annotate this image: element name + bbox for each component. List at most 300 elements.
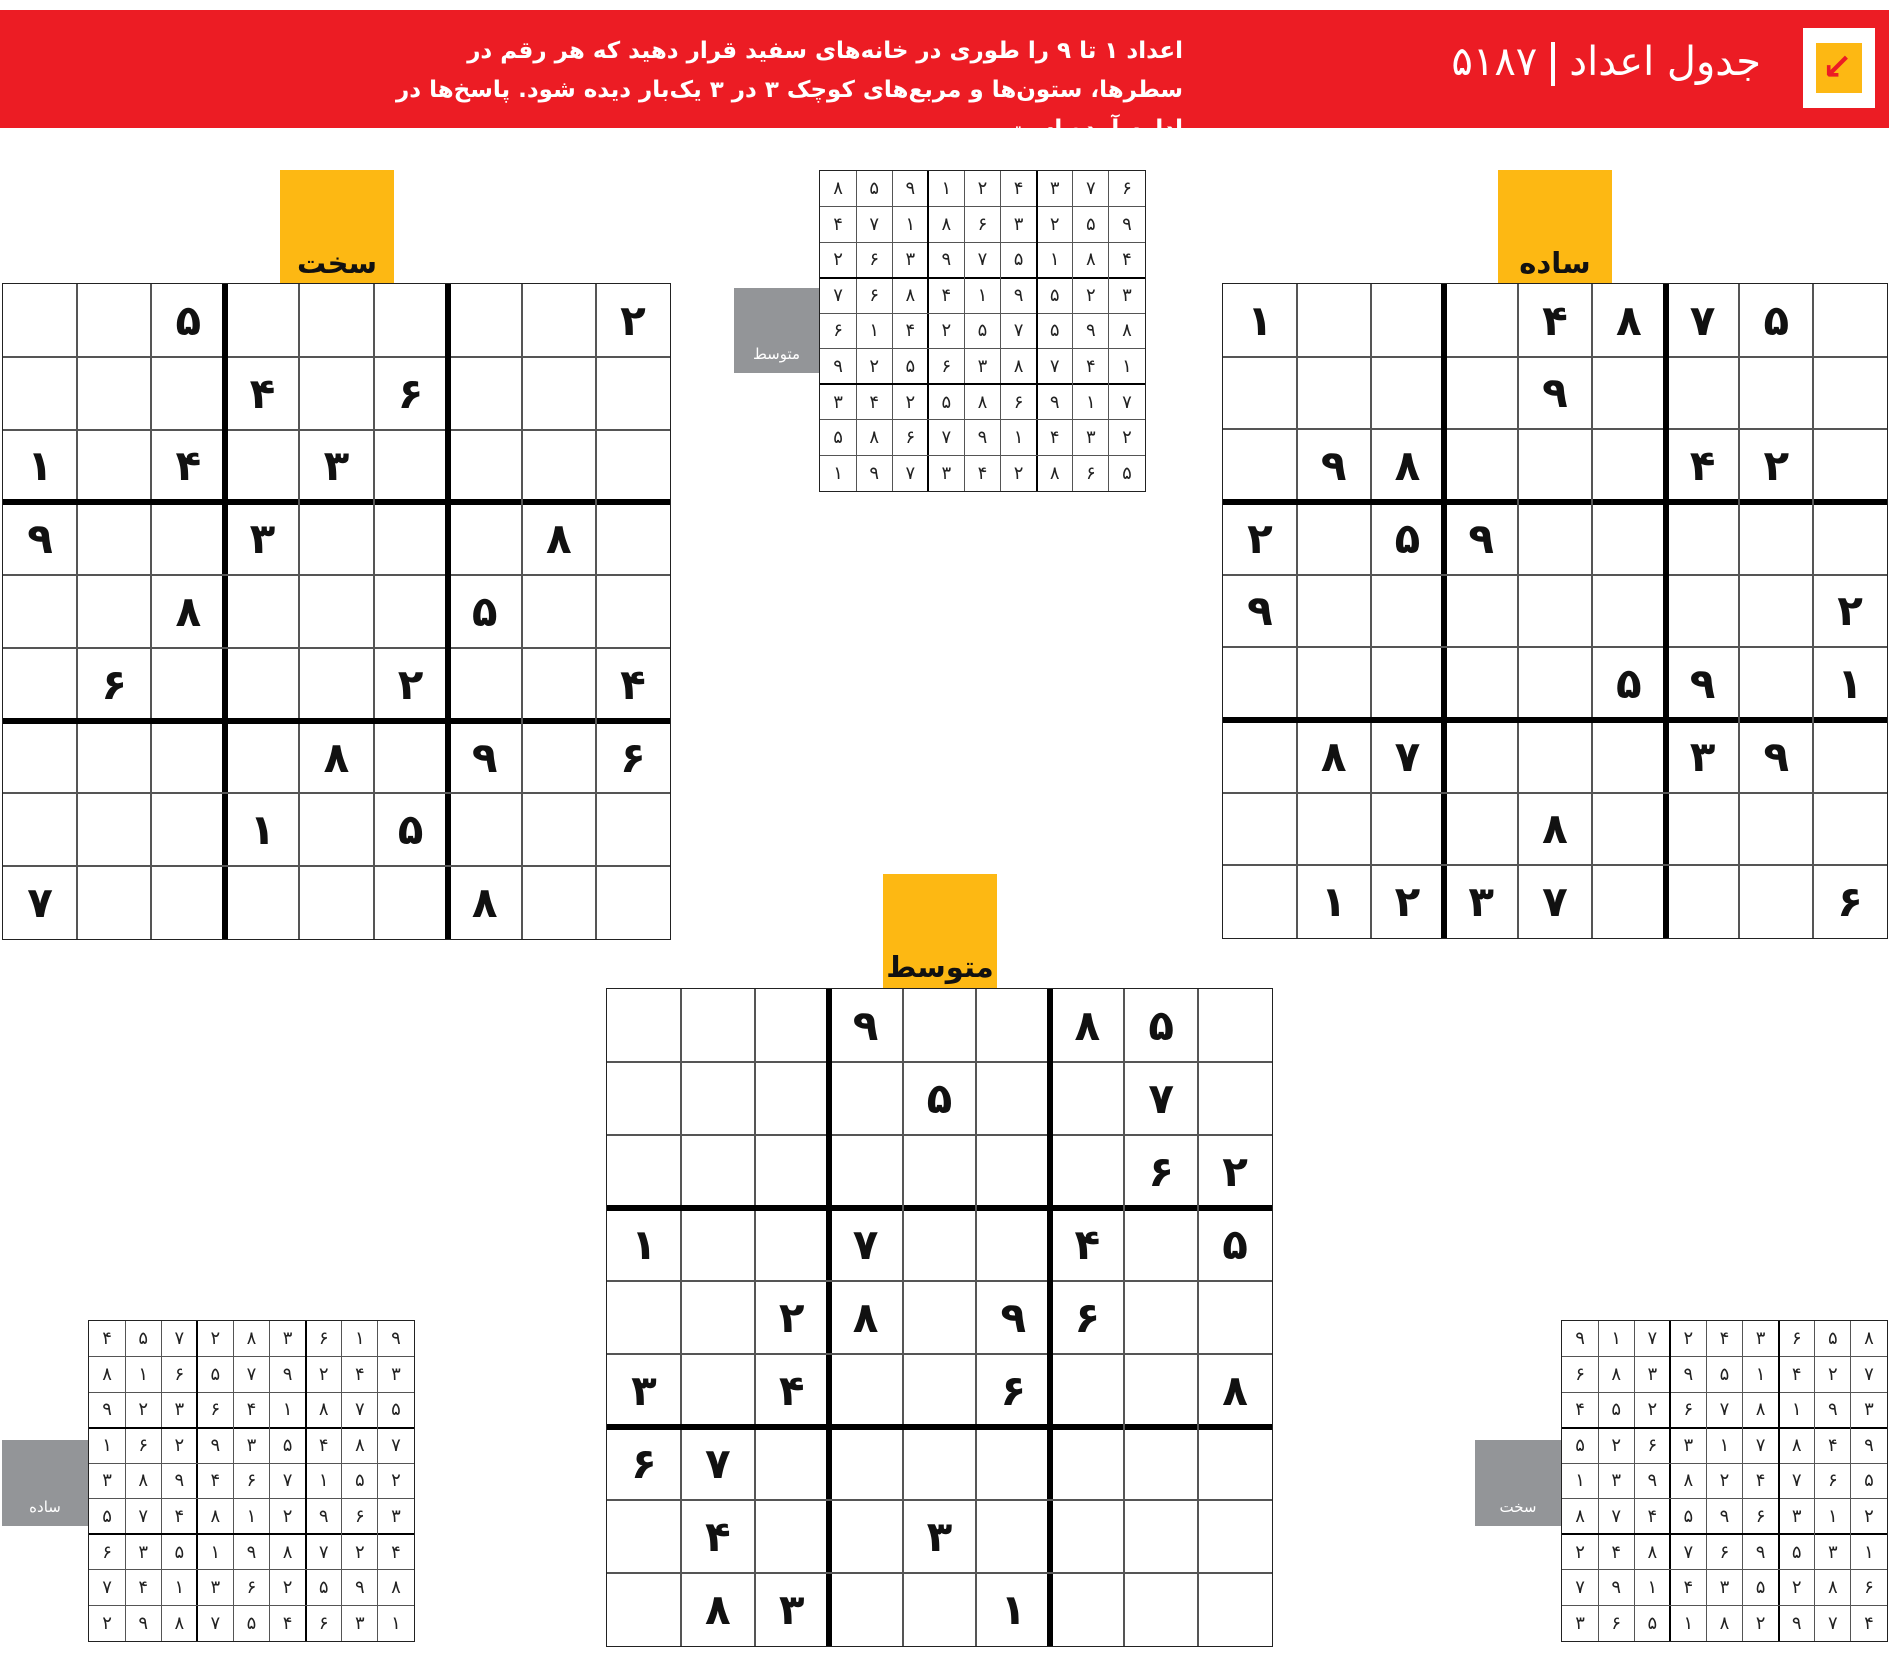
empty-cell[interactable]: [1124, 1281, 1198, 1354]
given-cell: ۹: [27, 514, 53, 564]
empty-cell[interactable]: [596, 357, 670, 430]
empty-cell[interactable]: [77, 357, 151, 430]
empty-cell[interactable]: [448, 357, 522, 430]
empty-cell[interactable]: [607, 1573, 681, 1646]
empty-cell[interactable]: [607, 1500, 681, 1573]
answer-cell: ۲: [1827, 1363, 1838, 1385]
empty-cell[interactable]: [77, 284, 151, 357]
empty-cell[interactable]: [151, 721, 225, 794]
answer-cell: ۷: [354, 1399, 365, 1421]
answer-cell: ۲: [174, 1434, 185, 1456]
empty-cell[interactable]: [522, 284, 596, 357]
empty-cell[interactable]: [374, 430, 448, 503]
empty-cell[interactable]: [596, 793, 670, 866]
empty-cell[interactable]: [374, 721, 448, 794]
empty-cell[interactable]: [1223, 429, 1297, 502]
empty-cell[interactable]: [976, 1062, 1050, 1135]
empty-cell[interactable]: [1050, 1500, 1124, 1573]
answer-cell: ۲: [1683, 1328, 1694, 1350]
empty-cell[interactable]: [1444, 720, 1518, 793]
answer-grid-medium: [819, 170, 1146, 492]
empty-cell[interactable]: [299, 866, 373, 939]
empty-cell[interactable]: [225, 430, 299, 503]
empty-cell[interactable]: [1198, 1500, 1272, 1573]
given-cell: ۶: [1837, 877, 1863, 927]
empty-cell[interactable]: [299, 284, 373, 357]
empty-cell[interactable]: [829, 1135, 903, 1208]
given-cell: ۷: [1689, 295, 1716, 345]
answer-cell: ۲: [1719, 1470, 1730, 1492]
empty-cell[interactable]: [607, 989, 681, 1062]
empty-cell[interactable]: [829, 1062, 903, 1135]
answer-cell: ۸: [282, 1541, 293, 1563]
answer-cell: ۶: [1864, 1577, 1874, 1599]
given-cell: ۹: [1542, 368, 1568, 418]
empty-cell[interactable]: [829, 1500, 903, 1573]
given-cell: ۱: [249, 805, 276, 855]
answer-cell: ۷: [318, 1541, 329, 1563]
empty-cell[interactable]: [1739, 357, 1813, 430]
empty-cell[interactable]: [448, 502, 522, 575]
given-cell: ۱: [27, 441, 53, 491]
empty-cell[interactable]: [522, 648, 596, 721]
empty-cell[interactable]: [755, 1427, 829, 1500]
answer-cell: ۶: [102, 1541, 112, 1563]
empty-cell[interactable]: [1371, 575, 1445, 648]
empty-cell[interactable]: [1813, 357, 1887, 430]
empty-cell[interactable]: [607, 1135, 681, 1208]
empty-cell[interactable]: [596, 866, 670, 939]
answer-cell: ۳: [1719, 1577, 1730, 1599]
empty-cell[interactable]: [1739, 647, 1813, 720]
answer-cell: ۴: [1719, 1328, 1730, 1350]
given-cell: ۲: [778, 1293, 805, 1342]
empty-cell[interactable]: [1739, 865, 1813, 938]
empty-cell[interactable]: [1813, 793, 1887, 866]
empty-cell[interactable]: [151, 502, 225, 575]
empty-cell[interactable]: [1739, 793, 1813, 866]
empty-cell[interactable]: [1666, 575, 1740, 648]
answer-cell: ۹: [1575, 1328, 1585, 1350]
answer-cell: ۳: [1122, 284, 1132, 306]
empty-cell[interactable]: [1592, 502, 1666, 575]
answer-cell: ۹: [1013, 284, 1024, 306]
empty-cell[interactable]: [903, 1354, 977, 1427]
empty-cell[interactable]: [1223, 647, 1297, 720]
answer-cell: ۹: [1122, 213, 1132, 235]
answer-cell: ۱: [1122, 356, 1132, 378]
empty-cell[interactable]: [1297, 793, 1371, 866]
answer-cell: ۸: [210, 1506, 221, 1528]
answer-cell: ۹: [833, 356, 843, 378]
answer-cell: ۳: [210, 1577, 221, 1599]
empty-cell[interactable]: [522, 430, 596, 503]
given-cell: ۴: [704, 1512, 731, 1561]
empty-cell[interactable]: [1518, 575, 1592, 648]
answer-cell: ۱: [174, 1577, 185, 1599]
empty-cell[interactable]: [1592, 429, 1666, 502]
answer-cell: ۲: [977, 178, 988, 200]
empty-cell[interactable]: [607, 1281, 681, 1354]
empty-cell[interactable]: [755, 1135, 829, 1208]
empty-cell[interactable]: [522, 793, 596, 866]
answer-cell: ۹: [246, 1541, 257, 1563]
answer-cell: ۴: [138, 1577, 148, 1599]
empty-cell[interactable]: [1297, 357, 1371, 430]
answer-cell: ۷: [833, 284, 843, 306]
empty-cell[interactable]: [1813, 284, 1887, 357]
answer-cell: ۷: [1013, 320, 1024, 342]
empty-cell[interactable]: [1198, 1427, 1272, 1500]
given-cell: ۵: [175, 295, 202, 345]
empty-cell[interactable]: [1813, 502, 1887, 575]
given-cell: ۸: [704, 1585, 731, 1634]
empty-cell[interactable]: [522, 866, 596, 939]
given-cell: ۸: [175, 586, 202, 636]
empty-cell[interactable]: [596, 575, 670, 648]
answer-cell: ۵: [1719, 1363, 1730, 1385]
empty-cell[interactable]: [1518, 720, 1592, 793]
answer-cell: ۲: [1647, 1399, 1658, 1421]
answer-cell: ۹: [391, 1328, 401, 1350]
answer-cell: ۴: [391, 1541, 401, 1563]
answer-cell: ۷: [391, 1434, 401, 1456]
empty-cell[interactable]: [1444, 647, 1518, 720]
given-cell: ۵: [1148, 1001, 1174, 1050]
empty-cell[interactable]: [151, 866, 225, 939]
empty-cell[interactable]: [1198, 1573, 1272, 1646]
given-cell: ۷: [1148, 1074, 1174, 1123]
sudoku-board-easy: [1222, 283, 1888, 939]
given-cell: ۸: [1320, 731, 1347, 781]
empty-cell[interactable]: [1518, 502, 1592, 575]
answer-cell: ۷: [869, 213, 879, 235]
empty-cell[interactable]: [1297, 284, 1371, 357]
answer-cell: ۹: [1049, 391, 1060, 413]
answer-cell: ۹: [354, 1577, 365, 1599]
instructions-text: اعداد ۱ تا ۹ را طوری در خانه‌های سفید قرار دهید که هر رقم در سطرها، ستون‌ها و مربع‌های کوچک ۳ در ۳ یک‌بار دیده شود. پاسخ‌ها در ادامه آمده است.: [396, 38, 1183, 142]
empty-cell[interactable]: [225, 721, 299, 794]
empty-cell[interactable]: [976, 1427, 1050, 1500]
answer-cell: ۷: [1827, 1612, 1838, 1634]
empty-cell[interactable]: [1198, 1281, 1272, 1354]
answer-cell: ۵: [1611, 1399, 1621, 1421]
empty-cell[interactable]: [1050, 1062, 1124, 1135]
empty-cell[interactable]: [151, 648, 225, 721]
empty-cell[interactable]: [374, 575, 448, 648]
empty-cell[interactable]: [374, 502, 448, 575]
answer-cell: ۹: [174, 1470, 185, 1492]
empty-cell[interactable]: [1124, 1573, 1198, 1646]
answer-cell: ۹: [282, 1363, 293, 1385]
answer-cell: ۵: [138, 1328, 148, 1350]
empty-cell[interactable]: [903, 1573, 977, 1646]
empty-cell[interactable]: [829, 1427, 903, 1500]
empty-cell[interactable]: [448, 430, 522, 503]
empty-cell[interactable]: [151, 793, 225, 866]
empty-cell[interactable]: [3, 357, 77, 430]
empty-cell[interactable]: [1666, 865, 1740, 938]
empty-cell[interactable]: [77, 502, 151, 575]
answer-cell: ۵: [210, 1363, 221, 1385]
answer-cell: ۴: [282, 1612, 293, 1634]
empty-cell[interactable]: [596, 502, 670, 575]
given-cell: ۳: [1468, 877, 1495, 927]
empty-cell[interactable]: [903, 1427, 977, 1500]
answer-cell: ۹: [102, 1399, 112, 1421]
answer-cell: ۴: [318, 1434, 329, 1456]
empty-cell[interactable]: [681, 1208, 755, 1281]
answer-cell: ۴: [102, 1328, 112, 1350]
answer-cell: ۷: [1683, 1541, 1694, 1563]
answer-cell: ۱: [1013, 427, 1024, 449]
answer-cell: ۵: [174, 1541, 185, 1563]
empty-cell[interactable]: [1050, 1573, 1124, 1646]
empty-cell[interactable]: [1444, 793, 1518, 866]
empty-cell[interactable]: [596, 430, 670, 503]
answer-cell: ۲: [318, 1363, 329, 1385]
answer-cell: ۷: [1719, 1399, 1730, 1421]
empty-cell[interactable]: [1198, 1062, 1272, 1135]
answer-cell: ۷: [210, 1612, 221, 1634]
empty-cell[interactable]: [1444, 575, 1518, 648]
answer-cell: ۵: [391, 1399, 401, 1421]
answer-cell: ۱: [1719, 1434, 1730, 1456]
empty-cell[interactable]: [1124, 1354, 1198, 1427]
empty-cell[interactable]: [1198, 989, 1272, 1062]
empty-cell[interactable]: [522, 357, 596, 430]
answer-cell: ۸: [1575, 1506, 1585, 1528]
empty-cell[interactable]: [225, 866, 299, 939]
empty-cell[interactable]: [681, 1062, 755, 1135]
answer-cell: ۲: [391, 1470, 401, 1492]
answer-cell: ۲: [1791, 1577, 1802, 1599]
answer-cell: ۹: [318, 1506, 329, 1528]
empty-cell[interactable]: [903, 1208, 977, 1281]
answer-cell: ۸: [1085, 249, 1096, 271]
given-cell: ۳: [778, 1585, 805, 1634]
sudoku-board-medium: [606, 988, 1273, 1647]
empty-cell[interactable]: [77, 575, 151, 648]
empty-cell[interactable]: [299, 648, 373, 721]
empty-cell[interactable]: [755, 1500, 829, 1573]
empty-cell[interactable]: [755, 1208, 829, 1281]
empty-cell[interactable]: [522, 721, 596, 794]
answer-cell: ۵: [1013, 249, 1024, 271]
answer-cell: ۹: [1791, 1612, 1802, 1634]
empty-cell[interactable]: [3, 721, 77, 794]
given-cell: ۶: [1000, 1366, 1027, 1415]
empty-cell[interactable]: [299, 357, 373, 430]
empty-cell[interactable]: [1518, 647, 1592, 720]
empty-cell[interactable]: [77, 430, 151, 503]
empty-cell[interactable]: [1124, 1427, 1198, 1500]
answer-cell: ۲: [1085, 284, 1096, 306]
empty-cell[interactable]: [1666, 793, 1740, 866]
answer-cell: ۱: [1085, 391, 1096, 413]
empty-cell[interactable]: [1592, 793, 1666, 866]
empty-cell[interactable]: [3, 793, 77, 866]
empty-cell[interactable]: [681, 989, 755, 1062]
answer-cell: ۳: [354, 1612, 365, 1634]
empty-cell[interactable]: [374, 866, 448, 939]
empty-cell[interactable]: [903, 1281, 977, 1354]
empty-cell[interactable]: [225, 648, 299, 721]
answer-cell: ۱: [1049, 249, 1060, 271]
answer-cell: ۱: [977, 284, 988, 306]
empty-cell[interactable]: [976, 1500, 1050, 1573]
answer-cell: ۵: [318, 1577, 329, 1599]
empty-cell[interactable]: [1371, 284, 1445, 357]
answer-cell: ۷: [1122, 391, 1132, 413]
empty-cell[interactable]: [1050, 1354, 1124, 1427]
given-cell: ۸: [1394, 441, 1421, 491]
empty-cell[interactable]: [3, 284, 77, 357]
answer-cell: ۷: [1647, 1328, 1658, 1350]
answer-cell: ۱: [1575, 1470, 1585, 1492]
empty-cell[interactable]: [1592, 865, 1666, 938]
empty-cell[interactable]: [1592, 720, 1666, 793]
given-cell: ۷: [852, 1220, 879, 1269]
given-cell: ۴: [1689, 441, 1716, 491]
given-cell: ۱: [631, 1220, 657, 1269]
empty-cell[interactable]: [1223, 720, 1297, 793]
answer-cell: ۵: [282, 1434, 293, 1456]
empty-cell[interactable]: [225, 284, 299, 357]
empty-cell[interactable]: [1297, 575, 1371, 648]
empty-cell[interactable]: [607, 1062, 681, 1135]
empty-cell[interactable]: [681, 1135, 755, 1208]
given-cell: ۱: [1247, 295, 1273, 345]
empty-cell[interactable]: [448, 284, 522, 357]
empty-cell[interactable]: [448, 648, 522, 721]
empty-cell[interactable]: [448, 793, 522, 866]
empty-cell[interactable]: [77, 721, 151, 794]
answer-cell: ۹: [1647, 1470, 1658, 1492]
empty-cell[interactable]: [1297, 647, 1371, 720]
empty-cell[interactable]: [976, 1135, 1050, 1208]
answer-cell: ۵: [1864, 1470, 1874, 1492]
empty-cell[interactable]: [829, 1354, 903, 1427]
empty-cell[interactable]: [299, 502, 373, 575]
answer-cell: ۳: [1827, 1541, 1838, 1563]
empty-cell[interactable]: [1813, 429, 1887, 502]
given-cell: ۸: [323, 732, 350, 782]
answer-cell: ۳: [1647, 1363, 1658, 1385]
empty-cell[interactable]: [1223, 793, 1297, 866]
empty-cell[interactable]: [1124, 1500, 1198, 1573]
given-cell: ۱: [1837, 659, 1863, 709]
empty-cell[interactable]: [755, 1062, 829, 1135]
empty-cell[interactable]: [1739, 575, 1813, 648]
answer-cell: ۶: [246, 1577, 257, 1599]
answer-cell: ۷: [1791, 1470, 1802, 1492]
empty-cell[interactable]: [1444, 429, 1518, 502]
empty-cell[interactable]: [1444, 357, 1518, 430]
answer-cell: ۶: [941, 356, 952, 378]
answer-cell: ۵: [1647, 1612, 1658, 1634]
answer-cell: ۸: [977, 391, 988, 413]
empty-cell[interactable]: [77, 793, 151, 866]
given-cell: ۸: [471, 878, 498, 928]
empty-cell[interactable]: [225, 575, 299, 648]
empty-cell[interactable]: [1592, 575, 1666, 648]
answer-cell: ۶: [210, 1399, 221, 1421]
empty-cell[interactable]: [1666, 502, 1740, 575]
answer-cell: ۱: [1864, 1541, 1874, 1563]
empty-cell[interactable]: [1444, 284, 1518, 357]
answer-cell: ۲: [210, 1328, 221, 1350]
empty-cell[interactable]: [1223, 357, 1297, 430]
empty-cell[interactable]: [755, 989, 829, 1062]
answer-cell: ۶: [1719, 1541, 1730, 1563]
page-title: [1451, 32, 1761, 92]
answer-cell: ۴: [1085, 356, 1096, 378]
empty-cell[interactable]: [903, 1135, 977, 1208]
empty-cell[interactable]: [1124, 1208, 1198, 1281]
empty-cell[interactable]: [1050, 1427, 1124, 1500]
empty-cell[interactable]: [1371, 357, 1445, 430]
empty-cell[interactable]: [1592, 357, 1666, 430]
empty-cell[interactable]: [1666, 357, 1740, 430]
empty-cell[interactable]: [299, 575, 373, 648]
empty-cell[interactable]: [1050, 1135, 1124, 1208]
answer-cell: ۵: [354, 1470, 365, 1492]
given-cell: ۶: [620, 732, 646, 782]
answer-cell: ۳: [1013, 213, 1024, 235]
given-cell: ۵: [1763, 295, 1790, 345]
empty-cell[interactable]: [976, 989, 1050, 1062]
empty-cell[interactable]: [151, 357, 225, 430]
empty-cell[interactable]: [374, 284, 448, 357]
empty-cell[interactable]: [3, 575, 77, 648]
empty-cell[interactable]: [681, 1354, 755, 1427]
empty-cell[interactable]: [1297, 502, 1371, 575]
empty-cell[interactable]: [1518, 429, 1592, 502]
empty-cell[interactable]: [522, 575, 596, 648]
answer-cell: ۳: [1864, 1399, 1874, 1421]
given-cell: ۴: [1074, 1220, 1101, 1269]
empty-cell[interactable]: [1371, 793, 1445, 866]
answer-cell: ۹: [977, 427, 988, 449]
medium-difficulty-label: متوسط: [886, 950, 994, 984]
answer-cell: ۵: [1122, 462, 1132, 484]
answer-cell: ۷: [174, 1328, 185, 1350]
empty-cell[interactable]: [1371, 647, 1445, 720]
answer-cell: ۴: [833, 213, 843, 235]
empty-cell[interactable]: [1223, 865, 1297, 938]
answer-cell: ۲: [138, 1399, 148, 1421]
empty-cell[interactable]: [77, 866, 151, 939]
answer-cell: ۷: [1575, 1577, 1585, 1599]
answer-cell: ۵: [869, 178, 879, 200]
empty-cell[interactable]: [829, 1573, 903, 1646]
empty-cell[interactable]: [3, 648, 77, 721]
empty-cell[interactable]: [976, 1208, 1050, 1281]
empty-cell[interactable]: [299, 793, 373, 866]
empty-cell[interactable]: [1739, 502, 1813, 575]
answer-cell: ۲: [1122, 427, 1132, 449]
empty-cell[interactable]: [681, 1281, 755, 1354]
answer-cell: ۶: [1085, 462, 1096, 484]
answer-cell: ۲: [869, 356, 879, 378]
answer-cell: ۴: [1683, 1577, 1694, 1599]
empty-cell[interactable]: [903, 989, 977, 1062]
answer-cell: ۵: [977, 320, 988, 342]
answer-cell: ۹: [869, 462, 879, 484]
empty-cell[interactable]: [1813, 720, 1887, 793]
given-cell: ۵: [1615, 659, 1642, 709]
